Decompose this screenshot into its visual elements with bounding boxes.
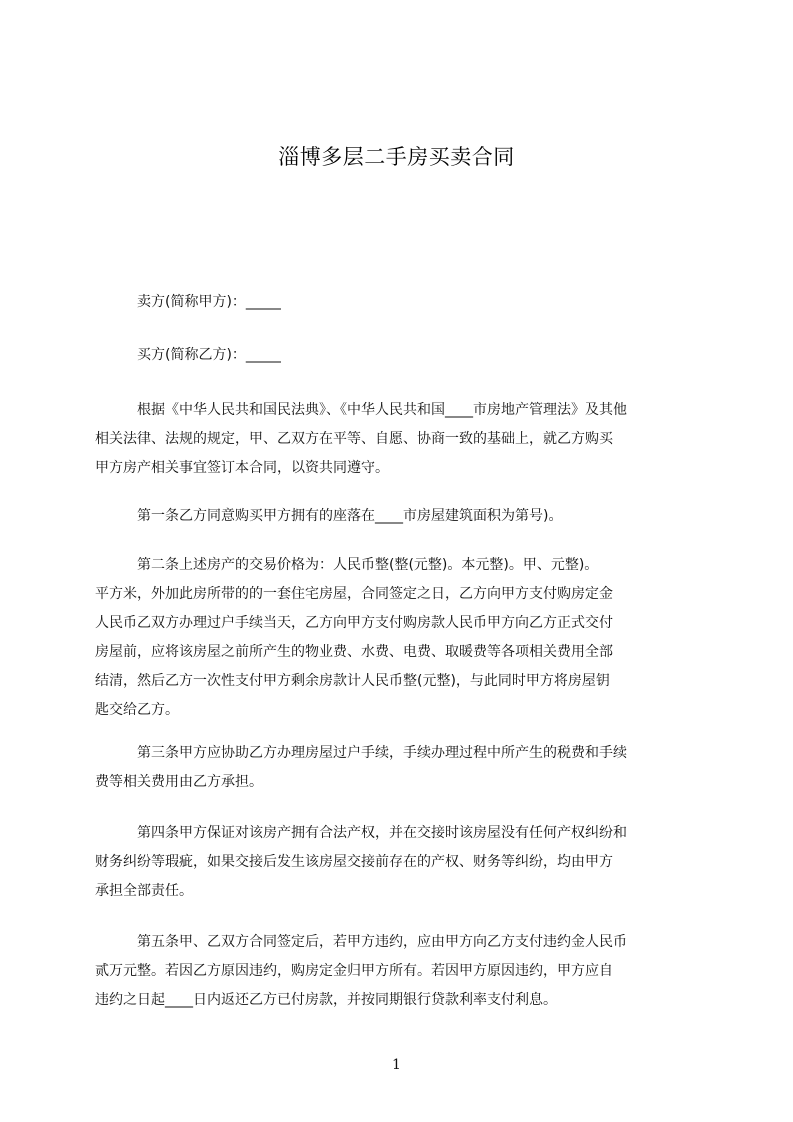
intro-paragraph: [95, 400, 699, 487]
paragraph-line: 平方米，外加此房所带的的一套住宅房屋，合同签定之日，乙方向甲方支付购房定金: [95, 586, 613, 602]
paragraph-line: 根据《中华人民共和国民法典》、《中华人民共和国____市房地产管理法》及其他: [137, 402, 627, 418]
paragraph-line: 贰万元整。若因乙方原因违约，购房定金归甲方所有。若因甲方原因违约，甲方应自: [95, 963, 613, 979]
paragraph-line: 第一条乙方同意购买甲方拥有的座落在____市房屋建筑面积为第号)。: [137, 508, 563, 524]
paragraph-line: 承担全部责任。: [95, 883, 193, 899]
paragraph-line: 第五条甲、乙双方合同签定后，若甲方违约，应由甲方向乙方支付违约金人民币: [137, 934, 627, 950]
paragraph-line: 相关法律、法规的规定，甲、乙双方在平等、自愿、协商一致的基础上，就乙方购买: [95, 431, 613, 447]
paragraph-line: 第二条上述房产的交易价格为：人民币整(整(元整)。本元整)。甲、元整)。: [137, 557, 599, 573]
paragraph-line: 匙交给乙方。: [95, 702, 179, 718]
article-4-paragraph: [95, 823, 699, 910]
page-number: 1: [392, 1057, 401, 1073]
buyer-line: 买方(简称乙方)：_____: [137, 347, 281, 363]
article-5-paragraph: [95, 932, 699, 1019]
seller-line: 卖方(简称甲方)：_____: [137, 294, 281, 310]
article-3-paragraph: [95, 743, 699, 801]
document-title: 淄博多层二手房买卖合同: [278, 145, 515, 169]
article-2-paragraph: [95, 555, 699, 729]
article-1-paragraph: [95, 506, 699, 535]
paragraph-line: 第三条甲方应协助乙方办理房屋过户手续，手续办理过程中所产生的税费和手续: [137, 745, 627, 761]
paragraph-line: 第四条甲方保证对该房产拥有合法产权，并在交接时该房屋没有任何产权纠纷和: [137, 825, 627, 841]
paragraph-line: 结清，然后乙方一次性支付甲方剩余房款计人民币整(元整)，与此同时甲方将房屋钥: [95, 673, 610, 689]
paragraph-line: 人民币乙双方办理过户手续当天，乙方向甲方支付购房款人民币甲方向乙方正式交付: [95, 615, 613, 631]
paragraph-line: 财务纠纷等瑕疵，如果交接后发生该房屋交接前存在的产权、财务等纠纷，均由甲方: [95, 854, 613, 870]
paragraph-line: 费等相关费用由乙方承担。: [95, 774, 263, 790]
paragraph-line: 房屋前，应将该房屋之前所产生的物业费、水费、电费、取暖费等各项相关费用全部: [95, 644, 613, 660]
paragraph-line: 甲方房产相关事宜签订本合同，以资共同遵守。: [95, 460, 389, 476]
paragraph-line: 违约之日起____日内返还乙方已付房款，并按同期银行贷款利率支付利息。: [95, 992, 557, 1008]
